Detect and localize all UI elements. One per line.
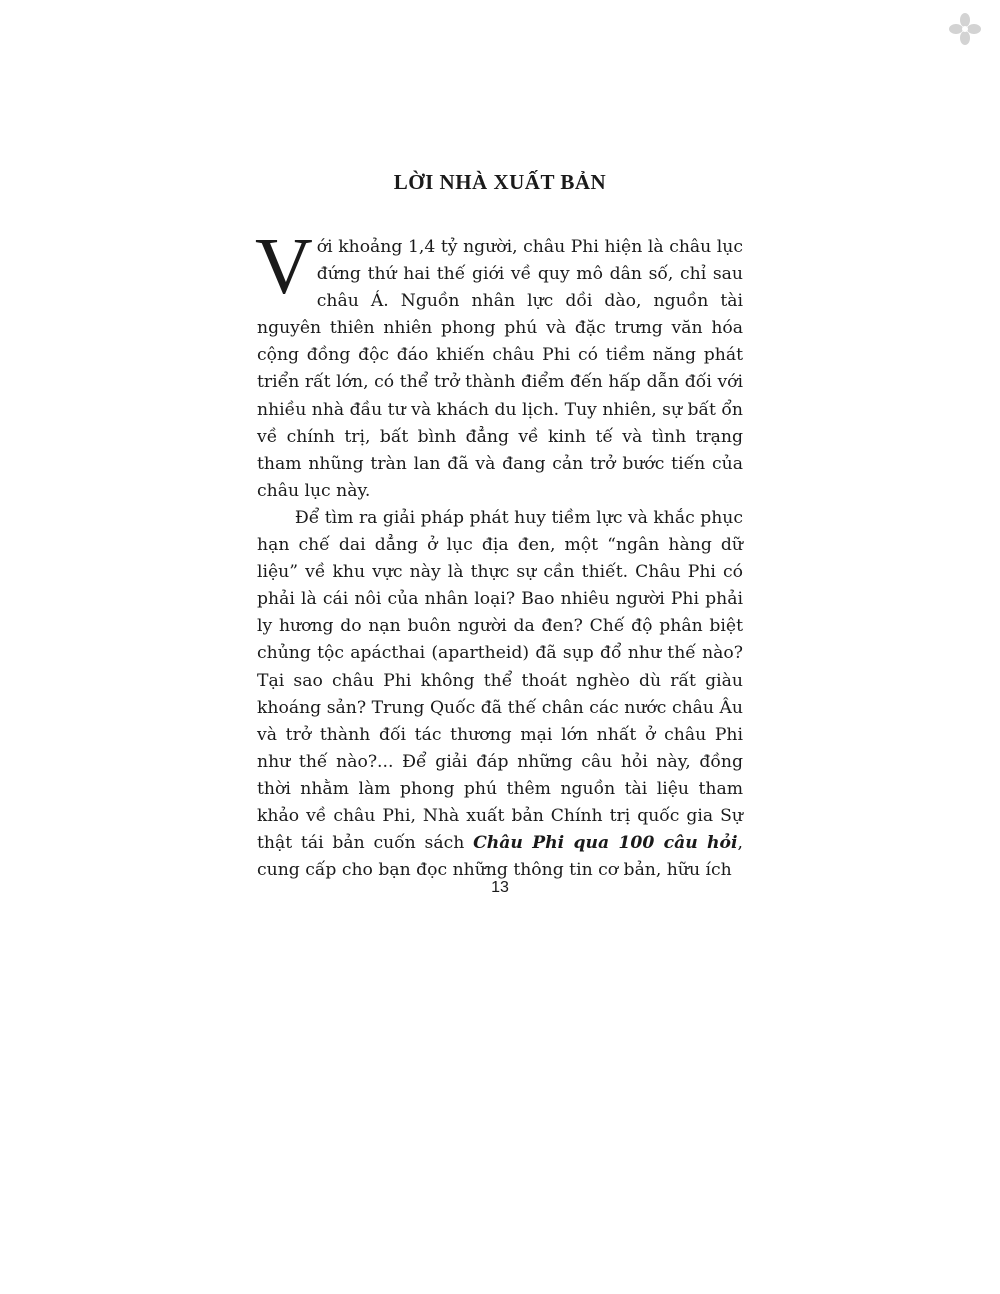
paragraph-1 [255,223,743,505]
page-number: 13 [491,879,509,896]
body-text [255,223,743,884]
page-title: LỜI NHÀ XUẤT BẢN [393,170,607,194]
paragraph-1-text: ới khoảng 1,4 tỷ người, châu Phi hiện là châu lục đứng thứ hai thế giới về quy mô dân số, chỉ sau châu Á. Nguồn nhân lực dồi dào, nguồn tài nguyên thiên nhiên phong phú và đặc trưng văn hóa cộng đồng độc đáo khiến châu Phi có tiềm năng phát triển rất lớn, có thể trở thành điểm đến hấp dẫn đối với nhiều nhà đầu tư và khách du lịch. Tuy nhiên, sự bất ổn về chính trị, bất bình đẳng về kinh tế và tình trạng tham nhũng tràn lan đã và đang cản trở bước tiến của châu lục này. [257,237,743,501]
paragraph-2-text: Để tìm ra giải pháp phát huy tiềm lực và khắc phục hạn chế dai dẳng ở lục địa đen, một “ngân hàng dữ liệu” về khu vực này là thực sự cần thiết. Châu Phi có phải là cái nôi của nhân loại? Bao nhiêu người Phi phải ly hương do nạn buôn người da đen? Chế độ phân biệt chủng tộc apácthai (apartheid) đã sụp đổ như thế nào? Tại sao châu Phi không thể thoát nghèo dù rất giàu khoáng sản? Trung Quốc đã thế chân các nước châu Âu và trở thành đối tác thương mại lớn nhất ở châu Phi như thế nào?... Để giải đáp những câu hỏi này, đồng thời nhằm làm phong phú thêm nguồn tài liệu tham khảo về châu Phi, Nhà xuất bản Chính trị quốc gia Sự thật tái bản cuốn sách [257,507,743,854]
flower-icon [948,12,982,46]
book-title: Châu Phi qua 100 câu hỏi [473,833,738,854]
paragraph-2-text-end: , cung cấp cho bạn đọc những thông tin cơ bản, hữu ích [257,833,743,881]
paragraph-2 [257,505,743,884]
drop-cap: V [255,223,313,311]
